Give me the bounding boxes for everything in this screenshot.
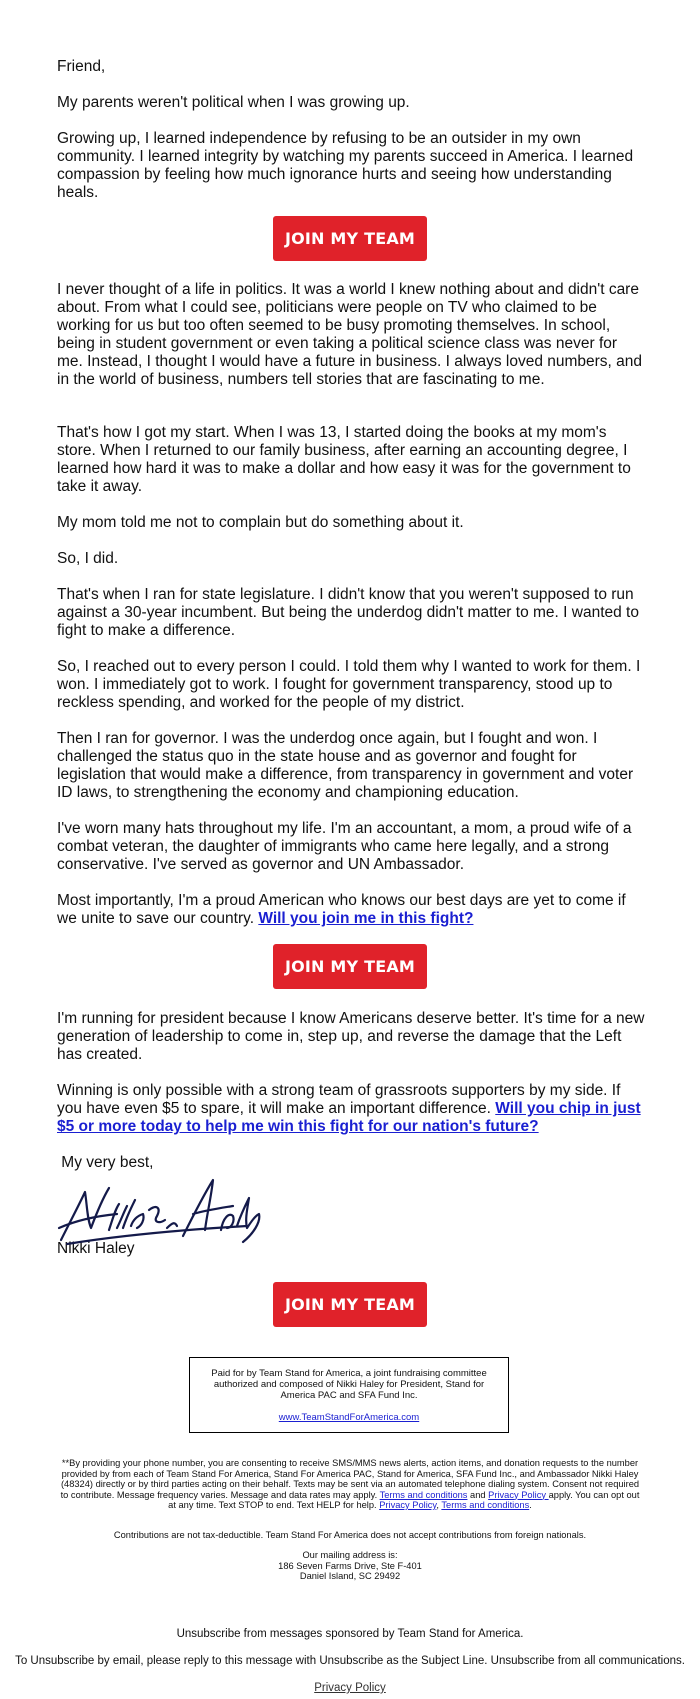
and-text: and [467, 1489, 489, 1500]
paragraph-5: My mom told me not to complain but do something about it. [57, 514, 464, 531]
paragraph-9: Then I ran for governor. I was the underdog once again, but I fought and won. I challenged the status quo in the state house and as governor and fought for legislation that would make a difference, from transparency in government and voter ID laws, to strengthening the economy and championing education. [57, 730, 634, 801]
signature-image [57, 1170, 267, 1250]
paragraph-7: That's when I ran for state legislature. I didn't know that you weren't supposed to run against a 30-year incumbent. But being the underdog didn't matter to me. I wanted to fight to make a difference. [57, 586, 639, 639]
greeting: Friend, [57, 58, 106, 75]
mailing-label: Our mailing address is: [302, 1550, 398, 1560]
privacy-link-2[interactable]: Privacy Policy [379, 1500, 437, 1510]
comma-text: , [436, 1500, 442, 1510]
unsubscribe-email-instructions: To Unsubscribe by email, please reply to this message with Unsubscribe as the Subject Line. Unsubscribe from all communications. [15, 1655, 685, 1667]
paragraph-4: That's how I got my start. When I was 13, I started doing the books at my mom's store. When I returned to our family business, after earning an accounting degree, I learned how hard it was to make a dollar and how easy it was for the government to take it away. [57, 424, 631, 495]
paragraph-8: So, I reached out to every person I could. I told them why I wanted to work for them. I won. I immediately got to work. I fought for government transparency, stood up to reckless spending, and worked for the people of my district. [57, 658, 641, 711]
mailing-address [57, 1550, 643, 1582]
paragraph-10: I've worn many hats throughout my life. I'm an accountant, a mom, a proud wife of a combat veteran, the daughter of immigrants who came here legally, and a strong conservative. I've served as governor and UN Ambassador. [57, 820, 632, 873]
paragraph-11-text: Most importantly, I'm a proud American who knows our best days are yet to come if we unite to save our country. [57, 892, 626, 927]
paragraph-11 [57, 892, 647, 928]
unsubscribe-sponsored[interactable]: Unsubscribe from messages sponsored by Team Stand for America. [176, 1628, 524, 1640]
join-my-team-button-1[interactable]: JOIN MY TEAM [273, 216, 427, 261]
paragraph-13 [57, 1082, 647, 1136]
paragraph-12: I'm running for president because I know Americans deserve better. It's time for a new generation of leadership to come in, step up, and reverse the damage that the Left has created. [57, 1010, 645, 1063]
terms-link[interactable]: Terms and conditions [379, 1489, 468, 1500]
paragraph-2: Growing up, I learned independence by refusing to be an outsider in my own community. I learned integrity by watching my parents succeed in America. I learned compassion by feeling how much ignorance hurts and seeing how understanding heals. [57, 130, 634, 201]
paragraph-13-text: Winning is only possible with a strong team of grassroots supporters by my side. If you have even $5 to spare, it will make an important difference. [57, 1082, 621, 1117]
paragraph-6: So, I did. [57, 550, 119, 567]
sms-text-2: apply. You can opt out at any time. Text STOP to end. Text HELP for help. [168, 1489, 640, 1510]
chip-in-link[interactable]: Will you chip in just $5 or more today to help me win this fight for our nation's future? [57, 1100, 641, 1135]
paragraph-1: My parents weren't political when I was growing up. [57, 94, 410, 111]
signature-name: Nikki Haley [57, 1240, 135, 1257]
terms-link-2[interactable]: Terms and conditions [441, 1500, 530, 1510]
address-line-1: 186 Seven Farms Drive, Ste F-401 [278, 1560, 422, 1571]
sms-text: **By providing your phone number, you are consenting to receive SMS/MMS news alerts, action items, and donation requests to the number provided by from each of Team Stand For America, Stand For America PAC, Stand for America, SFA Fund Inc., and Ambassador Nikki Haley (48324) directly or by third parties acting on their behalf. Texts may be sent via an automated telephone dialing system. Consent not required to contribute. Message frequency varies. Message and data rates may apply. [60, 1458, 640, 1500]
website-link[interactable]: www.TeamStandForAmerica.com [278, 1412, 420, 1423]
paid-for-text: Paid for by Team Stand for America, a joint fundraising committee authorized and composed of Nikki Haley for President, Stand for America PAC and SFA Fund Inc. [211, 1368, 487, 1401]
paragraph-3: I never thought of a life in politics. It was a world I knew nothing about and didn't care about. From what I could see, politicians were people on TV who claimed to be working for us but too often seemed to be busy promoting themselves. In school, being in student government or even taking a political science class was never for me. Instead, I thought I would have a future in business. I always loved numbers, and in the world of business, numbers tell stories that are fascinating to me. [57, 281, 643, 388]
privacy-policy-footer [0, 1681, 700, 1695]
privacy-policy-link[interactable]: Privacy Policy [314, 1682, 386, 1694]
address-line-2: Daniel Island, SC 29492 [299, 1571, 401, 1581]
period-text: . [529, 1500, 532, 1510]
join-my-team-button-2[interactable]: JOIN MY TEAM [273, 944, 427, 989]
join-my-team-button-3[interactable]: JOIN MY TEAM [273, 1282, 427, 1327]
join-fight-link[interactable]: Will you join me in this fight? [258, 910, 474, 927]
contributions-notice: Contributions are not tax-deductible. Team Stand For America does not accept contributions from foreign nationals. [113, 1530, 587, 1540]
privacy-link[interactable]: Privacy Policy [488, 1489, 549, 1500]
paid-for-disclaimer-box [189, 1357, 509, 1433]
sms-disclaimer [57, 1458, 643, 1511]
closing: My very best, [57, 1154, 154, 1171]
